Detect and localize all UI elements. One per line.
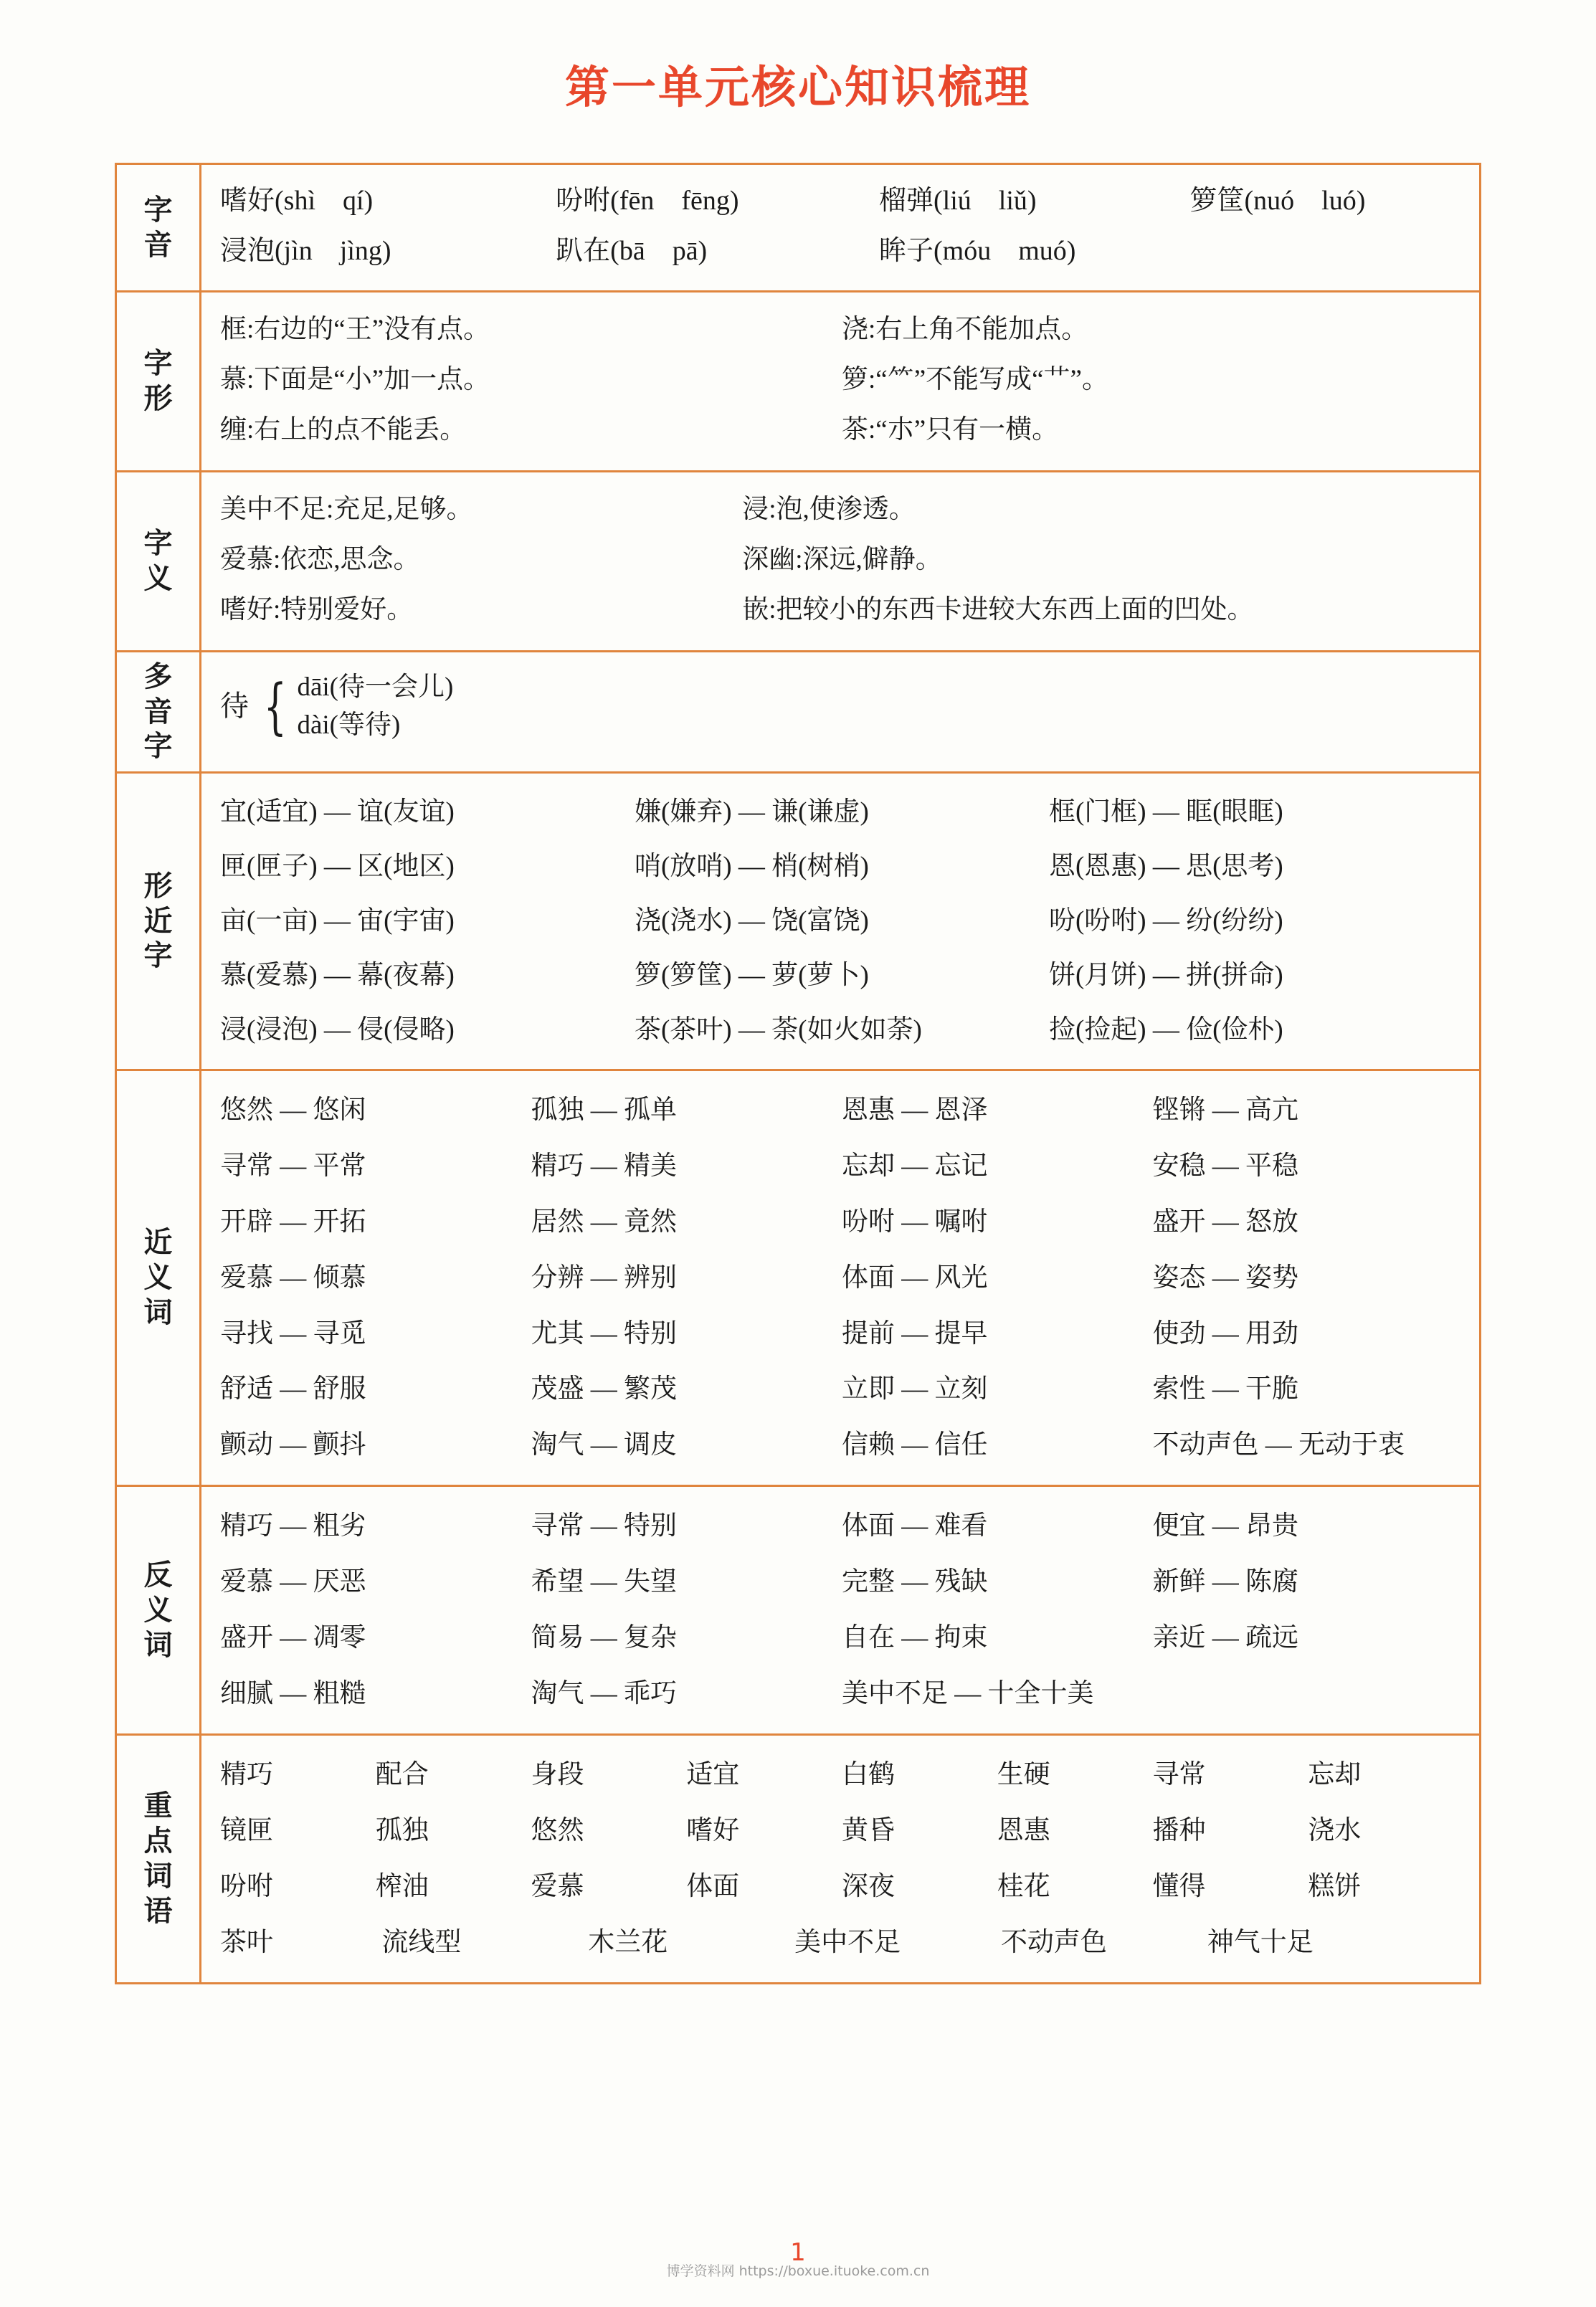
fanyici-item: 美中不足 — 十全十美 <box>842 1679 1094 1709</box>
xingjinzi-item: 浸(浸泡) — 侵(侵略) <box>220 1014 455 1045</box>
label-char: 反 <box>143 1559 173 1592</box>
row-label-zhongdianciyu <box>117 1736 201 1982</box>
jinyici-item: 安稳 — 平稳 <box>1152 1151 1298 1181</box>
ciyu-item: 恩惠 <box>997 1816 1050 1846</box>
xingjinzi-item: 嫌(嫌弃) — 谦(谦虚) <box>634 797 869 827</box>
fanyici-item: 完整 — 残缺 <box>842 1567 988 1597</box>
jinyici-item: 茂盛 — 繁茂 <box>531 1374 677 1404</box>
jinyici-item: 立即 — 立刻 <box>842 1374 988 1404</box>
ciyu-item: 嗜好 <box>686 1816 740 1846</box>
ciyu-item: 体面 <box>686 1871 740 1901</box>
fanyici-row <box>220 1554 1463 1610</box>
jinyici-item: 悠然 — 悠闲 <box>220 1095 366 1125</box>
label-char: 词 <box>143 1628 173 1661</box>
ziyin-item: 趴在(bā pā) <box>556 235 708 266</box>
jinyici-item: 舒适 — 舒服 <box>220 1374 366 1404</box>
label-char: 字 <box>143 939 173 972</box>
ciyu-item: 不动声色 <box>1000 1927 1107 1957</box>
row-content-xingjinzi <box>201 774 1479 1069</box>
xingjinzi-item: 浇(浇水) — 饶(富饶) <box>634 905 869 936</box>
jinyici-item: 尤其 — 特别 <box>531 1318 677 1348</box>
xingjinzi-item: 吩(吩咐) — 纷(纷纷) <box>1048 905 1283 936</box>
label-char: 词 <box>143 1295 173 1328</box>
ciyu-item: 配合 <box>375 1760 429 1790</box>
row-label-ziyi <box>117 472 201 650</box>
xingjinzi-item: 箩(箩筐) — 萝(萝卜) <box>634 960 869 990</box>
fanyici-item: 体面 — 难看 <box>842 1511 988 1541</box>
row-content-duoyinzi <box>201 652 1479 771</box>
jinyici-item: 分辨 — 辨别 <box>531 1262 677 1293</box>
label-char: 形 <box>143 869 173 902</box>
label-char: 多 <box>143 660 173 693</box>
ciyu-item: 白鹤 <box>842 1760 895 1790</box>
ciyu-item: 懂得 <box>1152 1871 1206 1901</box>
jinyici-item: 索性 — 干脆 <box>1152 1374 1298 1404</box>
jinyici-item: 忘却 — 忘记 <box>842 1151 988 1181</box>
zixing-item: 箩:“⺮”不能写成“艹”。 <box>842 365 1108 395</box>
fanyici-item: 希望 — 失望 <box>531 1567 677 1597</box>
ziyin-line-1 <box>220 179 1463 224</box>
fanyici-item: 精巧 — 粗劣 <box>220 1511 366 1541</box>
ziyin-item: 吩咐(fēn fēng) <box>556 186 739 216</box>
jinyici-item: 信赖 — 信任 <box>842 1430 988 1460</box>
ziyi-item: 深幽:深远,僻静。 <box>742 544 942 574</box>
fanyici-row <box>220 1666 1463 1722</box>
row-content-zixing <box>201 292 1479 470</box>
jinyici-item: 使劲 — 用劲 <box>1152 1318 1298 1348</box>
fanyici-item: 亲近 — 疏远 <box>1152 1623 1298 1653</box>
xingjinzi-item: 饼(月饼) — 拼(拼命) <box>1048 960 1283 990</box>
ciyu-item: 镜匣 <box>220 1816 273 1846</box>
jinyici-item: 恩惠 — 恩泽 <box>842 1095 988 1125</box>
label-char: 字 <box>143 193 173 226</box>
ziyin-item: 嗜好(shì qí) <box>220 186 374 216</box>
row-label-zixing <box>117 292 201 470</box>
label-char: 形 <box>143 382 173 414</box>
label-char: 字 <box>143 527 173 560</box>
jinyici-item: 寻找 — 寻觅 <box>220 1318 366 1348</box>
fanyici-item: 淘气 — 乖巧 <box>531 1679 677 1709</box>
row-content-ziyi <box>201 472 1479 650</box>
ciyu-item: 神气十足 <box>1207 1927 1314 1957</box>
duoyinzi-char: 待 <box>220 689 249 722</box>
zhongdianciyu-row <box>220 1803 1463 1859</box>
zixing-item: 框:右边的“王”没有点。 <box>220 315 490 345</box>
xingjinzi-item: 恩(恩惠) — 思(思考) <box>1048 852 1283 882</box>
footer-watermark: 博学资料网 https://boxue.ituoke.com.cn <box>666 2263 930 2279</box>
ciyu-item: 寻常 <box>1152 1760 1206 1790</box>
row-label-ziyin <box>117 165 201 290</box>
knowledge-table <box>115 163 1481 1984</box>
row-label-fanyici <box>117 1487 201 1733</box>
ziyin-item: 浸泡(jìn jìng) <box>220 235 391 266</box>
ciyu-item: 木兰花 <box>588 1927 668 1957</box>
fanyici-item: 自在 — 拘束 <box>842 1623 988 1653</box>
jinyici-item: 开辟 — 开拓 <box>220 1207 366 1237</box>
label-char: 语 <box>143 1894 173 1927</box>
fanyici-item: 细腻 — 粗糙 <box>220 1679 366 1709</box>
row-label-xingjinzi <box>117 774 201 1069</box>
fanyici-item: 新鲜 — 陈腐 <box>1152 1567 1298 1597</box>
table-row-xingjinzi <box>117 774 1479 1071</box>
ciyu-item: 孤独 <box>375 1816 429 1846</box>
ziyin-line-2 <box>220 229 1463 274</box>
ciyu-item: 桂花 <box>997 1871 1050 1901</box>
xingjinzi-row <box>220 839 1463 894</box>
ziyi-item: 爱慕:依恋,思念。 <box>220 544 420 574</box>
label-char: 字 <box>143 347 173 380</box>
zixing-item: 茶:“朩”只有一横。 <box>842 414 1059 444</box>
ciyu-item: 身段 <box>531 1760 584 1790</box>
zhongdianciyu-row <box>220 1859 1463 1915</box>
duoyinzi-reading: dài(等待) <box>297 710 401 741</box>
fanyici-item: 盛开 — 凋零 <box>220 1623 366 1653</box>
fanyici-row <box>220 1498 1463 1554</box>
row-content-fanyici <box>201 1487 1479 1733</box>
ciyu-item: 浇水 <box>1308 1816 1362 1846</box>
ciyu-item: 悠然 <box>531 1816 584 1846</box>
xingjinzi-item: 哨(放哨) — 梢(树梢) <box>634 852 869 882</box>
row-content-zhongdianciyu <box>201 1736 1479 1982</box>
jinyici-item: 爱慕 — 倾慕 <box>220 1262 366 1293</box>
label-char: 重 <box>143 1789 173 1822</box>
ciyu-item: 精巧 <box>220 1760 273 1790</box>
ciyu-item: 流线型 <box>381 1927 462 1957</box>
row-content-ziyin <box>201 165 1479 290</box>
zhongdianciyu-row <box>220 1915 1463 1971</box>
xingjinzi-item: 宜(适宜) — 谊(友谊) <box>220 797 455 827</box>
ciyu-item: 爱慕 <box>531 1871 584 1901</box>
ziyin-item: 榴弹(liú liǔ) <box>879 186 1037 216</box>
label-char: 点 <box>143 1825 173 1858</box>
jinyici-item: 孤独 — 孤单 <box>531 1095 677 1125</box>
xingjinzi-row <box>220 785 1463 839</box>
ciyu-item: 美中不足 <box>794 1927 901 1957</box>
jinyici-row <box>220 1194 1463 1250</box>
xingjinzi-row <box>220 1003 1463 1057</box>
label-char: 字 <box>143 730 173 763</box>
label-char: 音 <box>143 695 173 728</box>
fanyici-item: 爱慕 — 厌恶 <box>220 1567 366 1597</box>
jinyici-item: 吩咐 — 嘱咐 <box>842 1207 988 1237</box>
label-char: 义 <box>143 1593 173 1626</box>
fanyici-item: 寻常 — 特别 <box>531 1511 677 1541</box>
table-row-fanyici <box>117 1487 1479 1736</box>
ziyin-item: 箩筐(nuó luó) <box>1189 186 1366 216</box>
ziyi-item: 嵌:把较小的东西卡进较大东西上面的凹处。 <box>742 594 1254 624</box>
ziyi-item: 浸:泡,使渗透。 <box>742 494 916 524</box>
ciyu-item: 播种 <box>1152 1816 1206 1846</box>
table-row-zhongdianciyu <box>117 1736 1479 1984</box>
jinyici-row <box>220 1250 1463 1306</box>
ciyu-item: 生硬 <box>997 1760 1050 1790</box>
label-char: 音 <box>143 228 173 261</box>
ciyu-item: 黄昏 <box>842 1816 895 1846</box>
label-char: 义 <box>143 1261 173 1294</box>
jinyici-item: 铿锵 — 高亢 <box>1152 1095 1298 1125</box>
ciyu-item: 适宜 <box>686 1760 740 1790</box>
jinyici-row <box>220 1417 1463 1473</box>
jinyici-item: 不动声色 — 无动于衷 <box>1152 1430 1405 1460</box>
ciyu-item: 糕饼 <box>1308 1871 1362 1901</box>
xingjinzi-row <box>220 948 1463 1003</box>
table-row-zixing <box>117 292 1479 472</box>
label-char: 近 <box>143 1226 173 1259</box>
jinyici-item: 居然 — 竟然 <box>531 1207 677 1237</box>
fanyici-row <box>220 1610 1463 1666</box>
label-char: 义 <box>143 561 173 594</box>
ciyu-item: 茶叶 <box>220 1927 273 1957</box>
table-row-ziyin <box>117 165 1479 292</box>
xingjinzi-item: 匣(匣子) — 区(地区) <box>220 852 455 882</box>
jinyici-row <box>220 1361 1463 1417</box>
ciyu-item: 忘却 <box>1308 1760 1362 1790</box>
fanyici-item: 简易 — 复杂 <box>531 1623 677 1653</box>
xingjinzi-item: 慕(爱慕) — 幕(夜幕) <box>220 960 455 990</box>
page-title: 第一单元核心知识梳理 <box>564 61 1031 113</box>
xingjinzi-item: 茶(茶叶) — 荼(如火如荼) <box>634 1014 922 1045</box>
zixing-item: 缠:右上的点不能丢。 <box>220 414 467 444</box>
xingjinzi-item: 框(门框) — 眶(眼眶) <box>1048 797 1283 827</box>
duoyinzi-reading: dāi(待一会儿) <box>297 672 454 702</box>
label-char: 词 <box>143 1859 173 1892</box>
jinyici-item: 颤动 — 颤抖 <box>220 1430 366 1460</box>
jinyici-item: 体面 — 风光 <box>842 1262 988 1293</box>
xingjinzi-row <box>220 894 1463 948</box>
jinyici-item: 淘气 — 调皮 <box>531 1430 677 1460</box>
xingjinzi-item: 捡(捡起) — 俭(俭朴) <box>1048 1014 1283 1045</box>
row-content-jinyici <box>201 1071 1479 1485</box>
jinyici-item: 寻常 — 平常 <box>220 1151 366 1181</box>
jinyici-item: 提前 — 提早 <box>842 1318 988 1348</box>
label-char: 近 <box>143 904 173 937</box>
ziyi-item: 美中不足:充足,足够。 <box>220 494 473 524</box>
jinyici-row <box>220 1138 1463 1194</box>
page-number: 1 <box>790 2238 806 2267</box>
jinyici-item: 姿态 — 姿势 <box>1152 1262 1298 1293</box>
zixing-item: 慕:下面是“小”加一点。 <box>220 365 490 395</box>
jinyici-item: 盛开 — 怒放 <box>1152 1207 1298 1237</box>
zhongdianciyu-row <box>220 1747 1463 1803</box>
jinyici-item: 精巧 — 精美 <box>531 1151 677 1181</box>
ziyi-item: 嗜好:特别爱好。 <box>220 594 414 624</box>
jinyici-row <box>220 1083 1463 1138</box>
fanyici-item: 便宜 — 昂贵 <box>1152 1511 1298 1541</box>
ciyu-item: 吩咐 <box>220 1871 273 1901</box>
ciyu-item: 榨油 <box>375 1871 429 1901</box>
ziyin-item: 眸子(móu muó) <box>879 235 1076 266</box>
row-label-jinyici <box>117 1071 201 1485</box>
table-row-ziyi <box>117 472 1479 652</box>
ciyu-item: 深夜 <box>842 1871 895 1901</box>
xingjinzi-item: 亩(一亩) — 宙(宇宙) <box>220 905 455 936</box>
zixing-item: 浇:右上角不能加点。 <box>842 315 1088 345</box>
row-label-duoyinzi <box>117 652 201 771</box>
table-row-duoyinzi <box>117 652 1479 774</box>
table-row-jinyici <box>117 1071 1479 1488</box>
jinyici-row <box>220 1306 1463 1362</box>
brace-icon: { <box>263 670 287 741</box>
